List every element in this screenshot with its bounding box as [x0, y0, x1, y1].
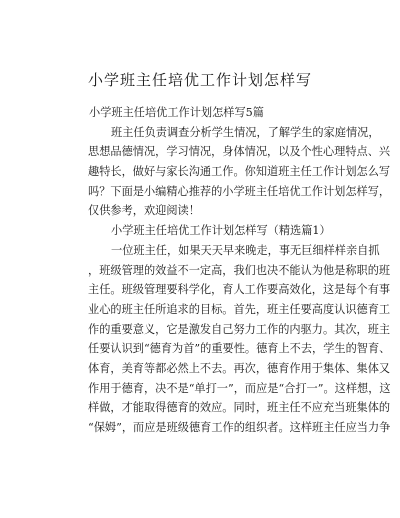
body-line: 吗？下面是小编精心推荐的小学班主任培优工作计划怎样写，	[88, 184, 391, 198]
body-line: 主任。班级管理要科学化，育人工作要高效化，这是每个有事	[88, 283, 391, 297]
body-line: “保姆”，而应是班级德育工作的组织者。这样班主任应当力争	[88, 421, 391, 434]
body-line: ，班级管理的效益不一定高，我们也决不能认为他是称职的班	[88, 263, 391, 277]
body-line: 班主任负责调查分析学生情况，了解学生的家庭情况，	[111, 125, 380, 139]
body-line: 样做，才能取得德育的效应。同时，班主任不应充当班集体的	[88, 401, 391, 415]
body-line: 思想品德情况，学习情况，身体情况，以及个性心理特点、兴	[88, 145, 391, 159]
body-line: 仅供参考，欢迎阅读！	[88, 204, 200, 218]
document-title: 小学班主任培优工作计划怎样写	[87, 71, 312, 89]
body-line: 作的重要意义，它是激发自己努力工作的内驱力。其次，班主	[88, 322, 391, 336]
body-line: 作用于德育，决不是“单打一”，而应是“合打一”。这样想，这	[88, 381, 391, 395]
body-line: 任要认识到“德育为首”的重要性。德育上不去，学生的智育、	[88, 342, 391, 356]
document-body	[88, 103, 391, 438]
paragraph-heading: 小学班主任培优工作计划怎样写5篇	[89, 106, 264, 119]
section-heading: 小学班主任培优工作计划怎样写（精选篇1）	[111, 224, 331, 238]
body-line: 一位班主任，如果天天早来晚走，事无巨细样样亲自抓	[111, 243, 380, 257]
body-line: 体育，美育等都必然上不去。再次，德育作用于集体、集体又	[88, 361, 391, 375]
body-line: 业心的班主任所追求的目标。首先，班主任要高度认识德育工	[88, 302, 391, 316]
body-line: 趣特长，做好与家长沟通工作。你知道班主任工作计划怎么写	[88, 165, 391, 179]
